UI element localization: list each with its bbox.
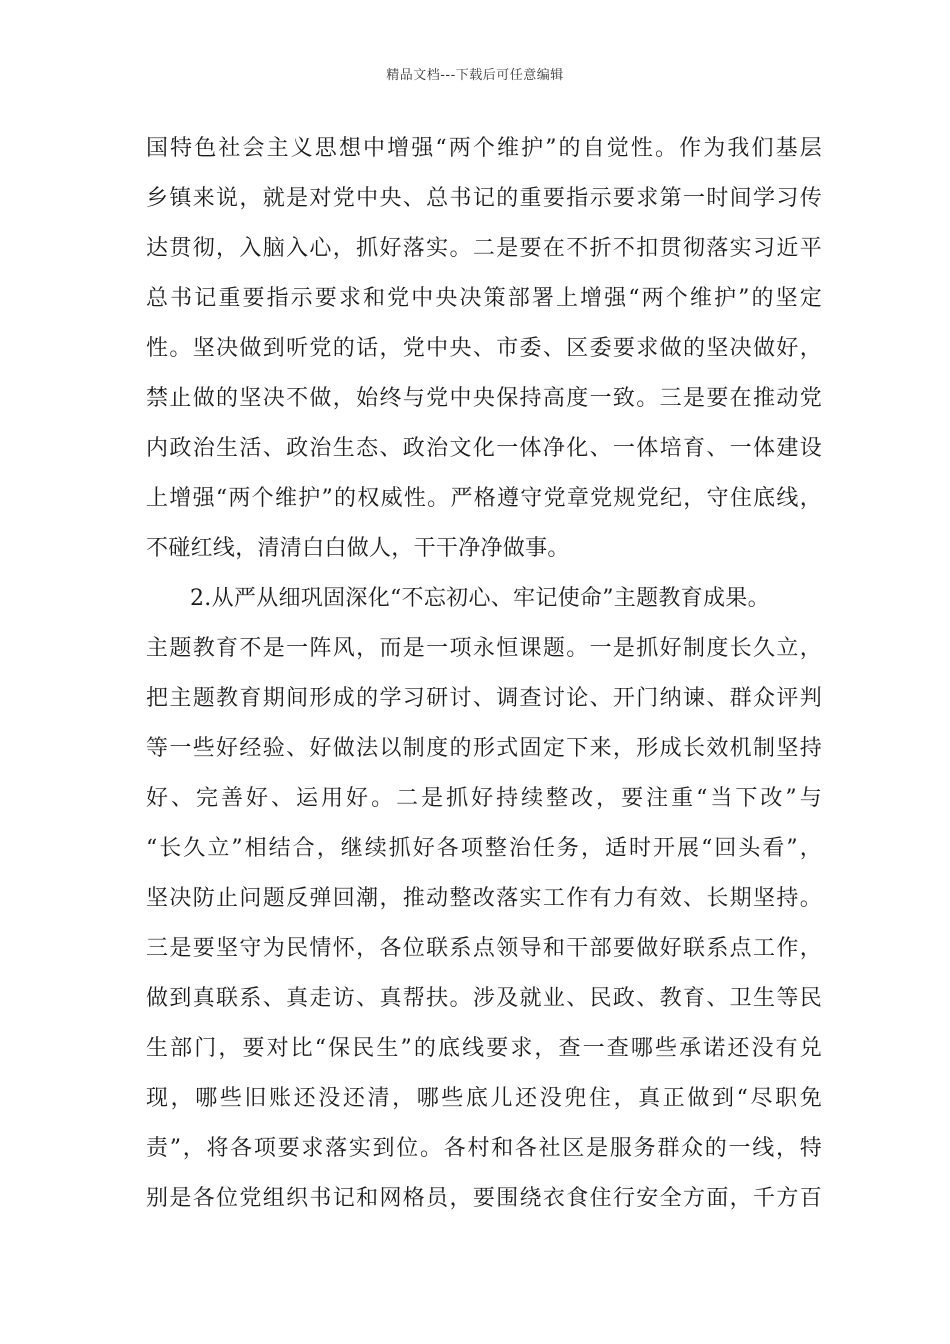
text-line: 主题教育不是一阵风，而是一项永恒课题。一是抓好制度长久立， — [146, 636, 822, 661]
document-body — [146, 124, 822, 1224]
text-line: 上增强“两个维护”的权威性。严格遵守党章党规党纪，守住底线， — [146, 486, 822, 511]
text-line: 好、完善好、运用好。二是抓好持续整改，要注重“当下改”与 — [146, 786, 822, 811]
text-line: 不碰红线，清清白白做人，干干净净做事。 — [146, 536, 570, 561]
text-line: “长久立”相结合，继续抓好各项整治任务，适时开展“回头看”， — [146, 836, 822, 861]
text-line: 三是要坚守为民情怀，各位联系点领导和干部要做好联系点工作， — [146, 936, 822, 961]
text-line: 禁止做的坚决不做，始终与党中央保持高度一致。三是要在推动党 — [146, 386, 822, 411]
text-line: 国特色社会主义思想中增强“两个维护”的自觉性。作为我们基层 — [146, 136, 822, 161]
text-line: 等一些好经验、好做法以制度的形式固定下来，形成长效机制坚持 — [146, 736, 822, 761]
text-line: 总书记重要指示要求和党中央决策部署上增强“两个维护”的坚定 — [146, 286, 822, 311]
text-line: 别是各位党组织书记和网格员，要围绕衣食住行安全方面，千方百 — [146, 1186, 822, 1211]
text-line: 性。坚决做到听党的话，党中央、市委、区委要求做的坚决做好， — [146, 336, 822, 361]
section-heading-line: 2.从严从细巩固深化“不忘初心、牢记使命”主题教育成果。 — [190, 586, 770, 611]
text-line: 内政治生活、政治生态、政治文化一体净化、一体培育、一体建设 — [146, 436, 822, 461]
text-line: 生部门，要对比“保民生”的底线要求，查一查哪些承诺还没有兑 — [146, 1036, 822, 1061]
text-line: 做到真联系、真走访、真帮扶。涉及就业、民政、教育、卫生等民 — [146, 986, 822, 1011]
text-line: 乡镇来说，就是对党中央、总书记的重要指示要求第一时间学习传 — [146, 186, 822, 211]
text-line: 责”，将各项要求落实到位。各村和各社区是服务群众的一线，特 — [146, 1136, 822, 1161]
text-line: 现，哪些旧账还没还清，哪些底儿还没兜住，真正做到“尽职免 — [146, 1086, 822, 1111]
text-line: 坚决防止问题反弹回潮，推动整改落实工作有力有效、长期坚持。 — [146, 886, 822, 911]
text-line: 达贯彻，入脑入心，抓好落实。二是要在不折不扣贯彻落实习近平 — [146, 236, 822, 261]
page-header: 精品文档---下载后可任意编辑 — [386, 68, 564, 83]
text-line: 把主题教育期间形成的学习研讨、调查讨论、开门纳谏、群众评判 — [146, 686, 822, 711]
